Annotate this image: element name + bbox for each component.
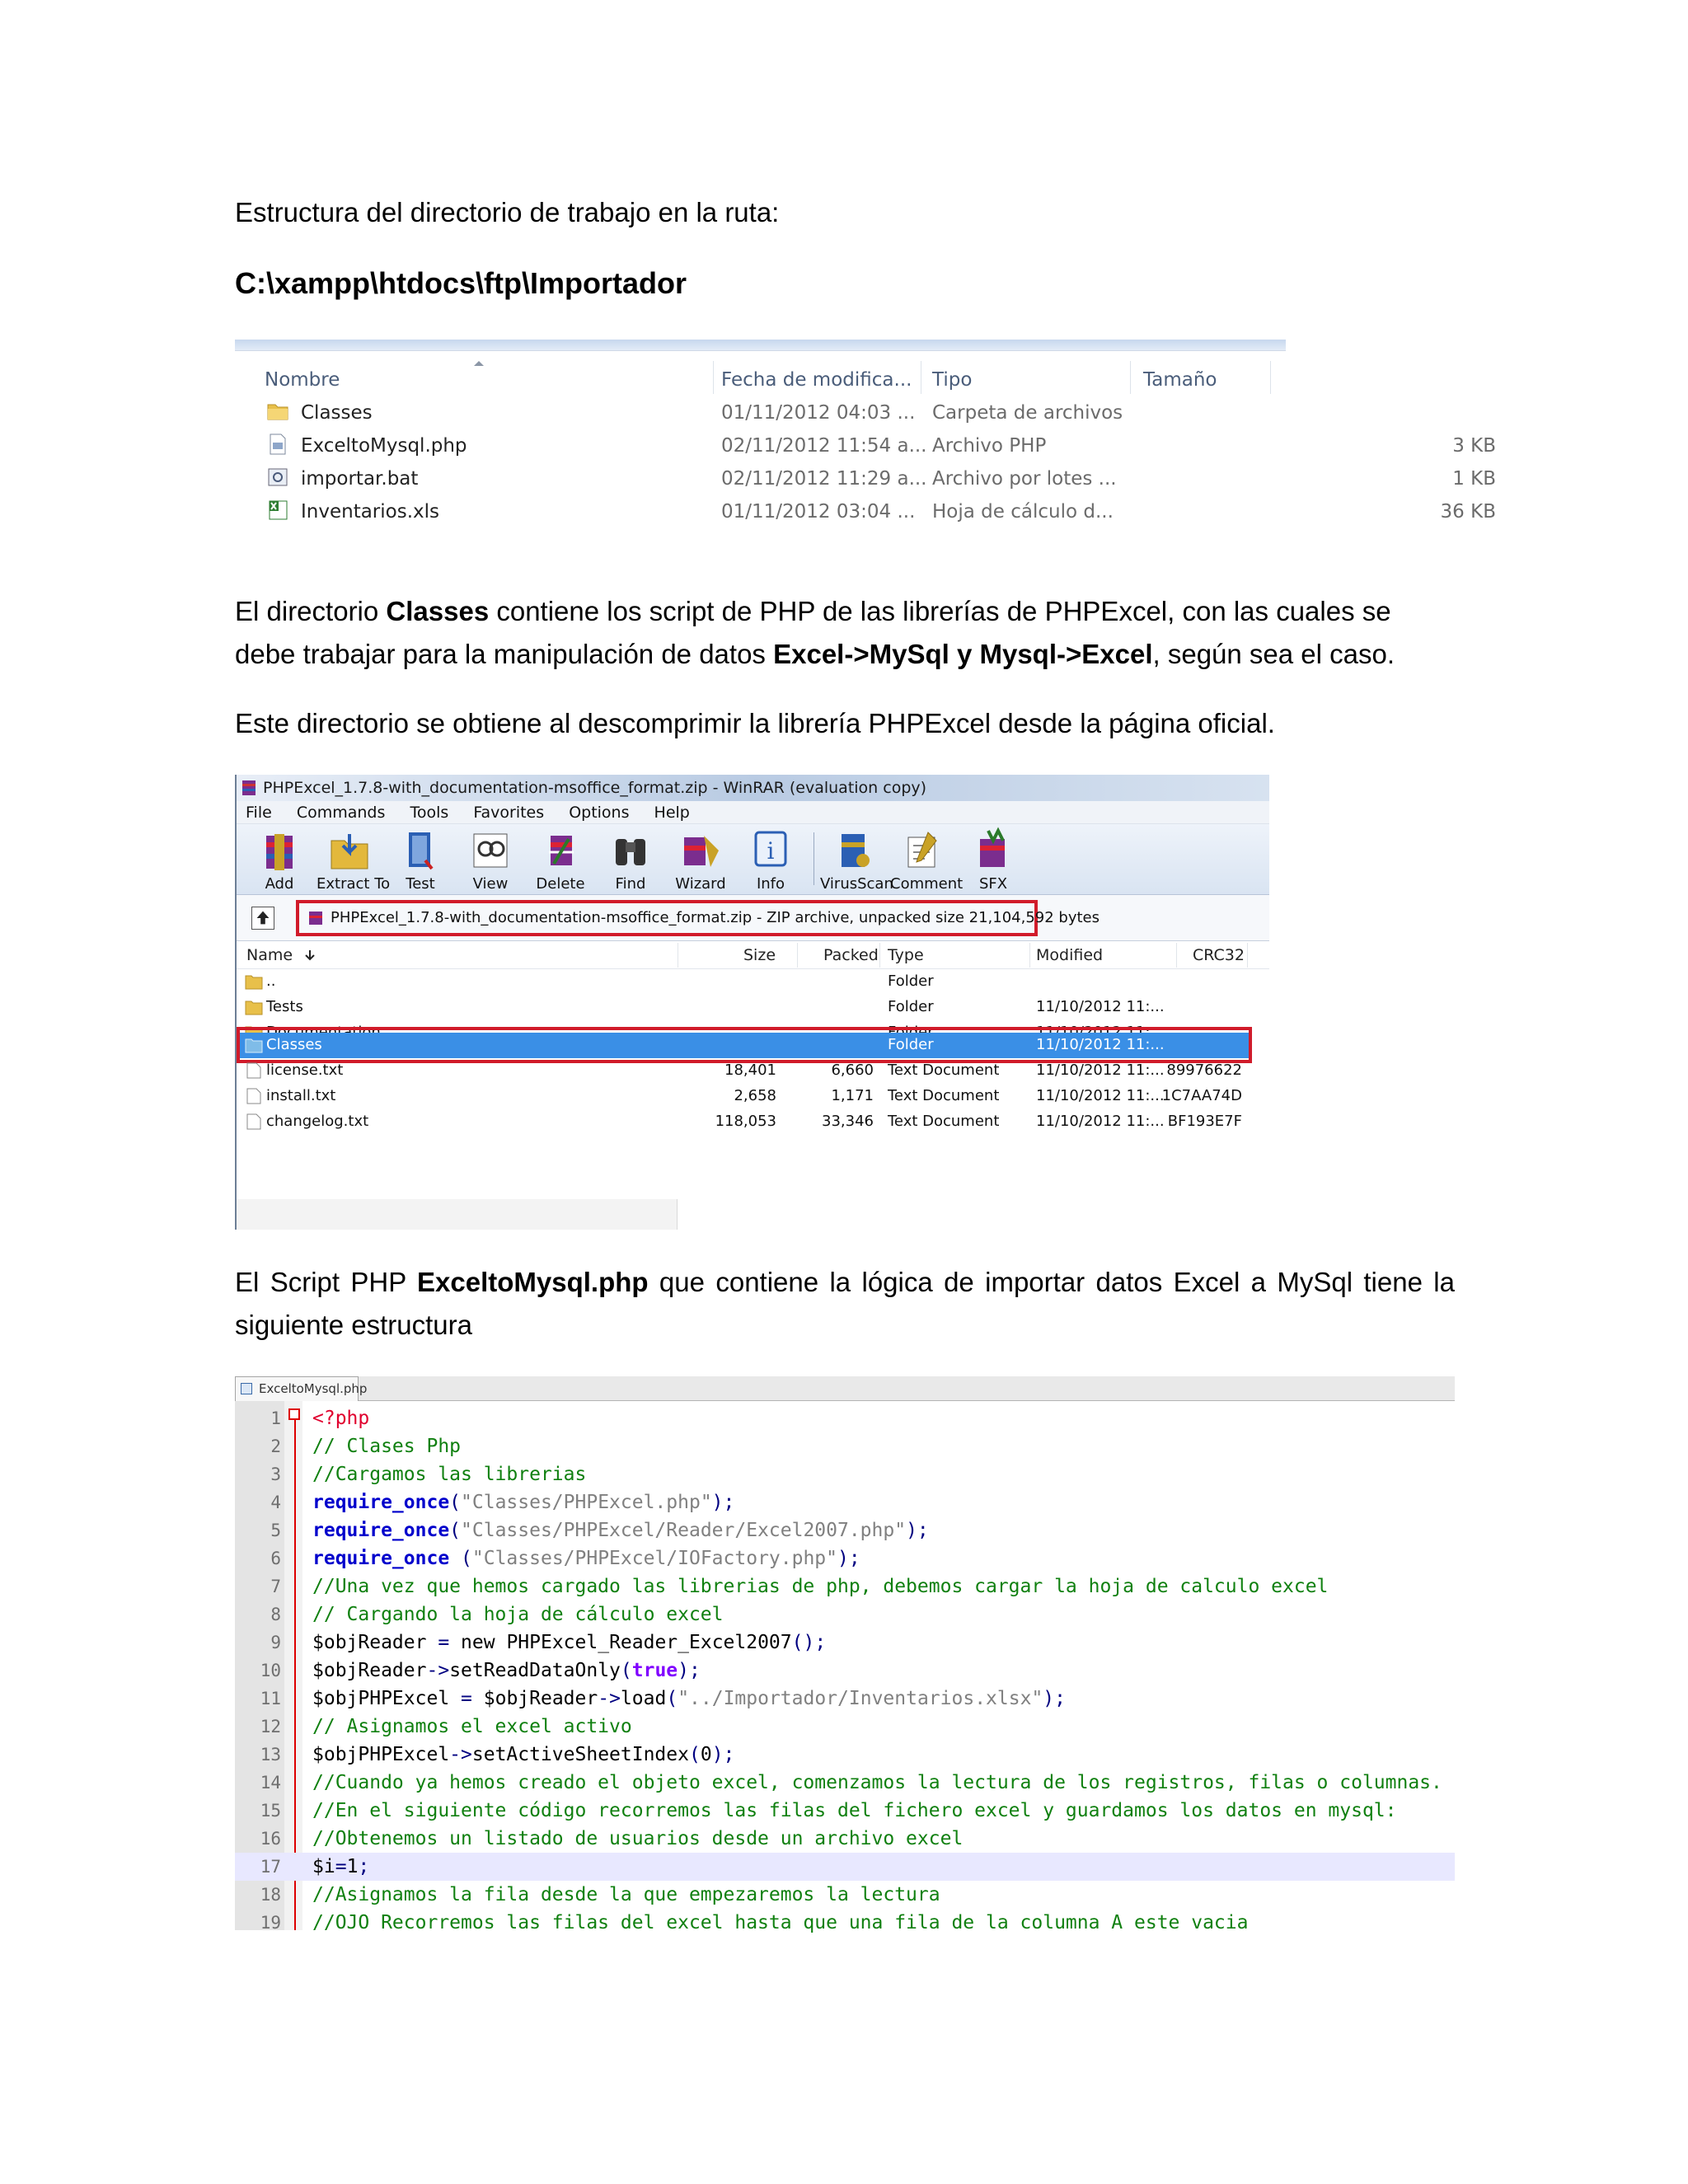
menu-file[interactable]: File (246, 804, 272, 822)
explorer-row-type: Hoja de cálculo d... (932, 501, 1114, 523)
up-folder-button[interactable] (251, 907, 274, 930)
para1-bold-2: Excel->MySql y Mysql->Excel (773, 639, 1153, 669)
virusscan-icon (828, 827, 878, 874)
archive-row-size: 118,053 (715, 1113, 776, 1130)
col-name[interactable]: Name (246, 946, 293, 964)
paragraph-descomprimir: Este directorio se obtiene al descomprimir la librería PHPExcel desde la página oficial. (235, 708, 1275, 738)
toolbar-extract-button[interactable] (316, 827, 391, 893)
toolbar-extract-label: Extract To (316, 875, 391, 893)
winrar-column-header (237, 941, 1269, 969)
explorer-row-name: Classes (301, 402, 373, 424)
folder-icon (266, 400, 289, 423)
explorer-row-size: 3 KB (1452, 435, 1496, 457)
archive-row-type: Text Document (888, 1062, 1000, 1079)
menu-options[interactable]: Options (569, 804, 630, 822)
test-icon (396, 827, 445, 874)
para3-text-2: que contiene la lógica de importar datos Excel a MySql tiene la siguiente estructura (235, 1267, 1455, 1340)
toolbar-delete-button[interactable] (528, 827, 593, 893)
toolbar-view-button[interactable] (457, 827, 523, 893)
winrar-app-icon (240, 779, 258, 797)
winrar-window (235, 775, 1269, 1230)
col-type[interactable]: Type (888, 946, 924, 964)
code-text: require_once("Classes/PHPExcel/Reader/Excel2007.php"); (312, 1520, 929, 1541)
winrar-toolbar (237, 824, 1269, 895)
explorer-row-name: ExceltoMysql.php (301, 435, 467, 457)
para1-bold-1: Classes (386, 596, 490, 626)
explorer-row-type: Carpeta de archivos (932, 402, 1123, 424)
code-line[interactable] (235, 1544, 1455, 1572)
col-fecha[interactable]: Fecha de modifica... (721, 369, 912, 391)
archive-row-crc: 89976622 (1166, 1062, 1242, 1079)
directory-path: C:\xampp\htdocs\ftp\Importador (235, 266, 687, 300)
archive-row-crc: BF193E7F (1167, 1113, 1242, 1130)
archive-row-size: 18,401 (724, 1062, 776, 1079)
delete-icon (536, 827, 585, 874)
col-packed[interactable]: Packed (823, 946, 879, 964)
toolbar-find-label: Find (615, 875, 646, 893)
info-icon (746, 827, 795, 874)
archive-row-name: Classes (266, 1036, 322, 1053)
line-number: 7 (270, 1577, 281, 1596)
para1-text-1: El directorio (235, 596, 387, 626)
comment-icon (898, 827, 948, 874)
line-number: 12 (260, 1717, 281, 1736)
toolbar-delete-label: Delete (536, 875, 585, 893)
archive-row-modified: 11/10/2012 11:... (1036, 1087, 1165, 1104)
code-editor (235, 1376, 1455, 1933)
sort-down-icon (302, 948, 317, 963)
up-arrow-icon (252, 907, 274, 929)
explorer-row-type: Archivo por lotes ... (932, 468, 1117, 490)
editor-tab[interactable] (235, 1376, 368, 1401)
view-icon (466, 827, 515, 874)
binoculars-icon (606, 827, 655, 874)
add-icon (255, 827, 304, 874)
archive-row-modified: 11/10/2012 11:... (1036, 1036, 1165, 1053)
code-text: //OJO Recorremos las filas del excel hasta que una fila de la columna A este vacia (312, 1912, 1249, 1933)
archive-row[interactable] (237, 995, 1250, 1020)
col-modified[interactable]: Modified (1036, 946, 1104, 964)
toolbar-add-label: Add (265, 875, 294, 893)
explorer-row[interactable] (235, 463, 1496, 496)
code-text: $objPHPExcel->setActiveSheetIndex(0); (312, 1744, 735, 1765)
code-line[interactable] (235, 1629, 1455, 1657)
code-text: // Cargando la hoja de cálculo excel (312, 1604, 724, 1625)
col-size[interactable]: Size (743, 946, 776, 964)
winrar-title: PHPExcel_1.7.8-with_documentation-msoffice_format.zip - WinRAR (evaluation copy) (263, 779, 927, 797)
text-file-icon (245, 1062, 263, 1079)
wizard-icon (676, 827, 725, 874)
winrar-menubar (237, 801, 1269, 824)
explorer-row-name: Inventarios.xls (301, 501, 440, 523)
line-number: 2 (270, 1436, 281, 1456)
archive-row-type: Folder (888, 998, 934, 1015)
archive-row-size: 2,658 (734, 1087, 776, 1104)
code-line[interactable] (235, 1460, 1455, 1488)
editor-tab-label: ExceltoMysql.php (259, 1381, 368, 1396)
toolbar-comment-button[interactable] (890, 827, 964, 893)
code-text: require_once("Classes/PHPExcel.php"); (312, 1492, 735, 1513)
line-number: 13 (260, 1745, 281, 1765)
explorer-topbar (235, 340, 1286, 351)
sort-caret-icon (474, 361, 484, 366)
explorer-row-size: 36 KB (1440, 501, 1496, 523)
archive-row-name: install.txt (266, 1087, 336, 1104)
folder-icon (245, 999, 263, 1015)
paragraph-script (235, 1261, 1455, 1347)
archive-path-box[interactable] (296, 900, 1100, 936)
col-crc32[interactable]: CRC32 (1193, 946, 1245, 964)
archive-row[interactable] (237, 1109, 1250, 1135)
line-number: 17 (260, 1857, 281, 1877)
code-line[interactable] (235, 1825, 1455, 1853)
editor-tabbar (235, 1376, 1455, 1401)
code-line[interactable] (235, 1685, 1455, 1713)
intro-heading: Estructura del directorio de trabajo en la ruta: (235, 197, 780, 227)
menu-favorites[interactable]: Favorites (473, 804, 545, 822)
para3-bold-1: ExceltoMysql.php (417, 1267, 649, 1297)
menu-tools[interactable]: Tools (410, 804, 449, 822)
archive-row[interactable] (237, 1084, 1250, 1109)
code-line[interactable] (235, 1432, 1455, 1460)
archive-path-text: PHPExcel_1.7.8-with_documentation-msoffice_format.zip - ZIP archive, unpacked size 21,104,592 bytes (331, 909, 1100, 926)
code-text: //Una vez que hemos cargado las librerias de php, debemos cargar la hoja de calculo excel (312, 1576, 1329, 1597)
code-text: //Obtenemos un listado de usuarios desde un archivo excel (312, 1828, 964, 1849)
code-line[interactable] (235, 1853, 1455, 1881)
col-tamano[interactable]: Tamaño (1143, 369, 1217, 391)
archive-row-type: Folder (888, 1036, 934, 1053)
archive-row-name: Tests (266, 998, 303, 1015)
line-number: 4 (270, 1493, 281, 1512)
line-number: 3 (270, 1465, 281, 1484)
explorer-row-name: importar.bat (301, 468, 419, 490)
archive-row-modified: 11/10/2012 11:... (1036, 1113, 1165, 1130)
file-tab-icon (241, 1383, 252, 1394)
code-line[interactable] (235, 1572, 1455, 1601)
code-text: // Asignamos el excel activo (312, 1716, 632, 1737)
code-text: <?php (312, 1408, 370, 1429)
code-line[interactable] (235, 1404, 1455, 1432)
code-text: //En el siguiente código recorremos las filas del fichero excel y guardamos los datos en mysql: (312, 1800, 1397, 1821)
explorer-row[interactable] (235, 496, 1496, 529)
code-text: //Asignamos la fila desde la que empezaremos la lectura (312, 1884, 940, 1905)
line-number: 1 (270, 1408, 281, 1428)
archive-row-modified: 11/10/2012 11:... (1036, 1062, 1165, 1079)
line-number: 9 (270, 1633, 281, 1652)
text-file-icon (245, 1088, 263, 1104)
toolbar-comment-label: Comment (890, 875, 964, 893)
col-nombre[interactable]: Nombre (265, 369, 340, 391)
archive-row-type: Text Document (888, 1087, 1000, 1104)
code-text: //Cargamos las librerias (312, 1464, 587, 1485)
explorer-row-date: 01/11/2012 04:03 ... (721, 402, 916, 424)
archive-row-type: Text Document (888, 1113, 1000, 1130)
line-number: 5 (270, 1521, 281, 1540)
explorer-row[interactable] (235, 430, 1496, 463)
code-line[interactable] (235, 1657, 1455, 1685)
archive-icon (307, 910, 324, 926)
excel-file-icon (266, 499, 289, 522)
code-text: //Cuando ya hemos creado el objeto excel, comenzamos la lectura de los registros, filas o columnas. (312, 1772, 1442, 1793)
code-line[interactable] (235, 1516, 1455, 1544)
explorer-row[interactable] (235, 397, 1286, 430)
toolbar-add-button[interactable] (246, 827, 312, 893)
archive-row[interactable] (237, 969, 1250, 995)
code-text: require_once ("Classes/PHPExcel/IOFactory.php"); (312, 1548, 860, 1569)
line-number: 11 (260, 1689, 281, 1708)
code-text: $i=1; (312, 1856, 370, 1877)
para3-text-1: El Script PHP (235, 1267, 418, 1297)
toolbar-virusscan-label: VirusScan (820, 875, 893, 893)
archive-row-crc: 1C7AA74D (1161, 1087, 1242, 1104)
toolbar-find-button[interactable] (598, 827, 663, 893)
toolbar-sfx-button[interactable] (960, 827, 1026, 893)
code-line[interactable] (235, 1909, 1455, 1937)
winrar-titlebar (237, 775, 1269, 801)
explorer-header (235, 351, 1286, 394)
archive-row-modified: 11/10/2012 11:... (1036, 998, 1165, 1015)
batch-file-icon (266, 466, 289, 489)
line-number: 8 (270, 1605, 281, 1624)
winrar-status-area (237, 1199, 678, 1230)
code-line[interactable] (235, 1601, 1455, 1629)
col-tipo[interactable]: Tipo (932, 369, 973, 391)
explorer-row-type: Archivo PHP (932, 435, 1047, 457)
archive-row-name: .. (266, 972, 276, 990)
archive-row-packed: 1,171 (831, 1087, 874, 1104)
toolbar-wizard-button[interactable] (668, 827, 734, 893)
explorer-row-date: 02/11/2012 11:54 a... (721, 435, 927, 457)
line-number: 16 (260, 1829, 281, 1849)
archive-row-name: license.txt (266, 1062, 344, 1079)
code-line[interactable] (235, 1713, 1455, 1741)
code-text: $objReader = new PHPExcel_Reader_Excel2007(); (312, 1632, 827, 1653)
code-line[interactable] (235, 1797, 1455, 1825)
line-number: 19 (260, 1913, 281, 1933)
code-line[interactable] (235, 1741, 1455, 1769)
sfx-icon (968, 827, 1018, 874)
menu-commands[interactable]: Commands (296, 804, 386, 822)
code-text: $objPHPExcel = $objReader->load("../Importador/Inventarios.xlsx"); (312, 1688, 1066, 1709)
toolbar-wizard-label: Wizard (675, 875, 726, 893)
toolbar-view-label: View (472, 875, 509, 893)
text-file-icon (245, 1113, 263, 1130)
archive-row-type: Folder (888, 972, 934, 990)
toolbar-sfx-label: SFX (978, 875, 1008, 893)
svg-text:i: i (767, 837, 775, 865)
explorer-listing (235, 340, 1496, 555)
code-text: $objReader->setReadDataOnly(true); (312, 1660, 701, 1681)
line-number: 15 (260, 1801, 281, 1821)
code-line[interactable] (235, 1769, 1455, 1797)
archive-row-name: changelog.txt (266, 1113, 369, 1130)
code-line[interactable] (235, 1881, 1455, 1909)
toolbar-info-button[interactable] (738, 827, 804, 893)
archive-row-packed: 6,660 (831, 1062, 874, 1079)
para1-text-2: contiene los script de PHP de las librerías de PHPExcel, con las cuales se debe trabajar para la manipulación de datos (235, 596, 1391, 669)
line-number: 10 (260, 1661, 281, 1680)
archive-row[interactable] (237, 1058, 1250, 1084)
menu-help[interactable]: Help (654, 804, 690, 822)
explorer-row-date: 02/11/2012 11:29 a... (721, 468, 927, 490)
extract-folder-icon (325, 827, 374, 874)
winrar-pathbar (237, 895, 1269, 941)
line-number: 6 (270, 1549, 281, 1568)
toolbar-test-button[interactable] (387, 827, 453, 893)
explorer-row-date: 01/11/2012 03:04 ... (721, 501, 916, 523)
archive-row-packed: 33,346 (822, 1113, 874, 1130)
explorer-row-size: 1 KB (1452, 468, 1496, 490)
toolbar-test-label: Test (406, 875, 435, 893)
code-text: // Clases Php (312, 1436, 462, 1457)
code-line[interactable] (235, 1488, 1455, 1516)
paragraph-classes (235, 590, 1455, 676)
toolbar-virusscan-button[interactable] (820, 827, 893, 893)
php-file-icon (266, 433, 289, 456)
line-number: 14 (260, 1773, 281, 1793)
folder-icon (245, 973, 263, 990)
line-number: 18 (260, 1885, 281, 1905)
toolbar-info-label: Info (756, 875, 785, 893)
para1-text-3: , según sea el caso. (1152, 639, 1395, 669)
